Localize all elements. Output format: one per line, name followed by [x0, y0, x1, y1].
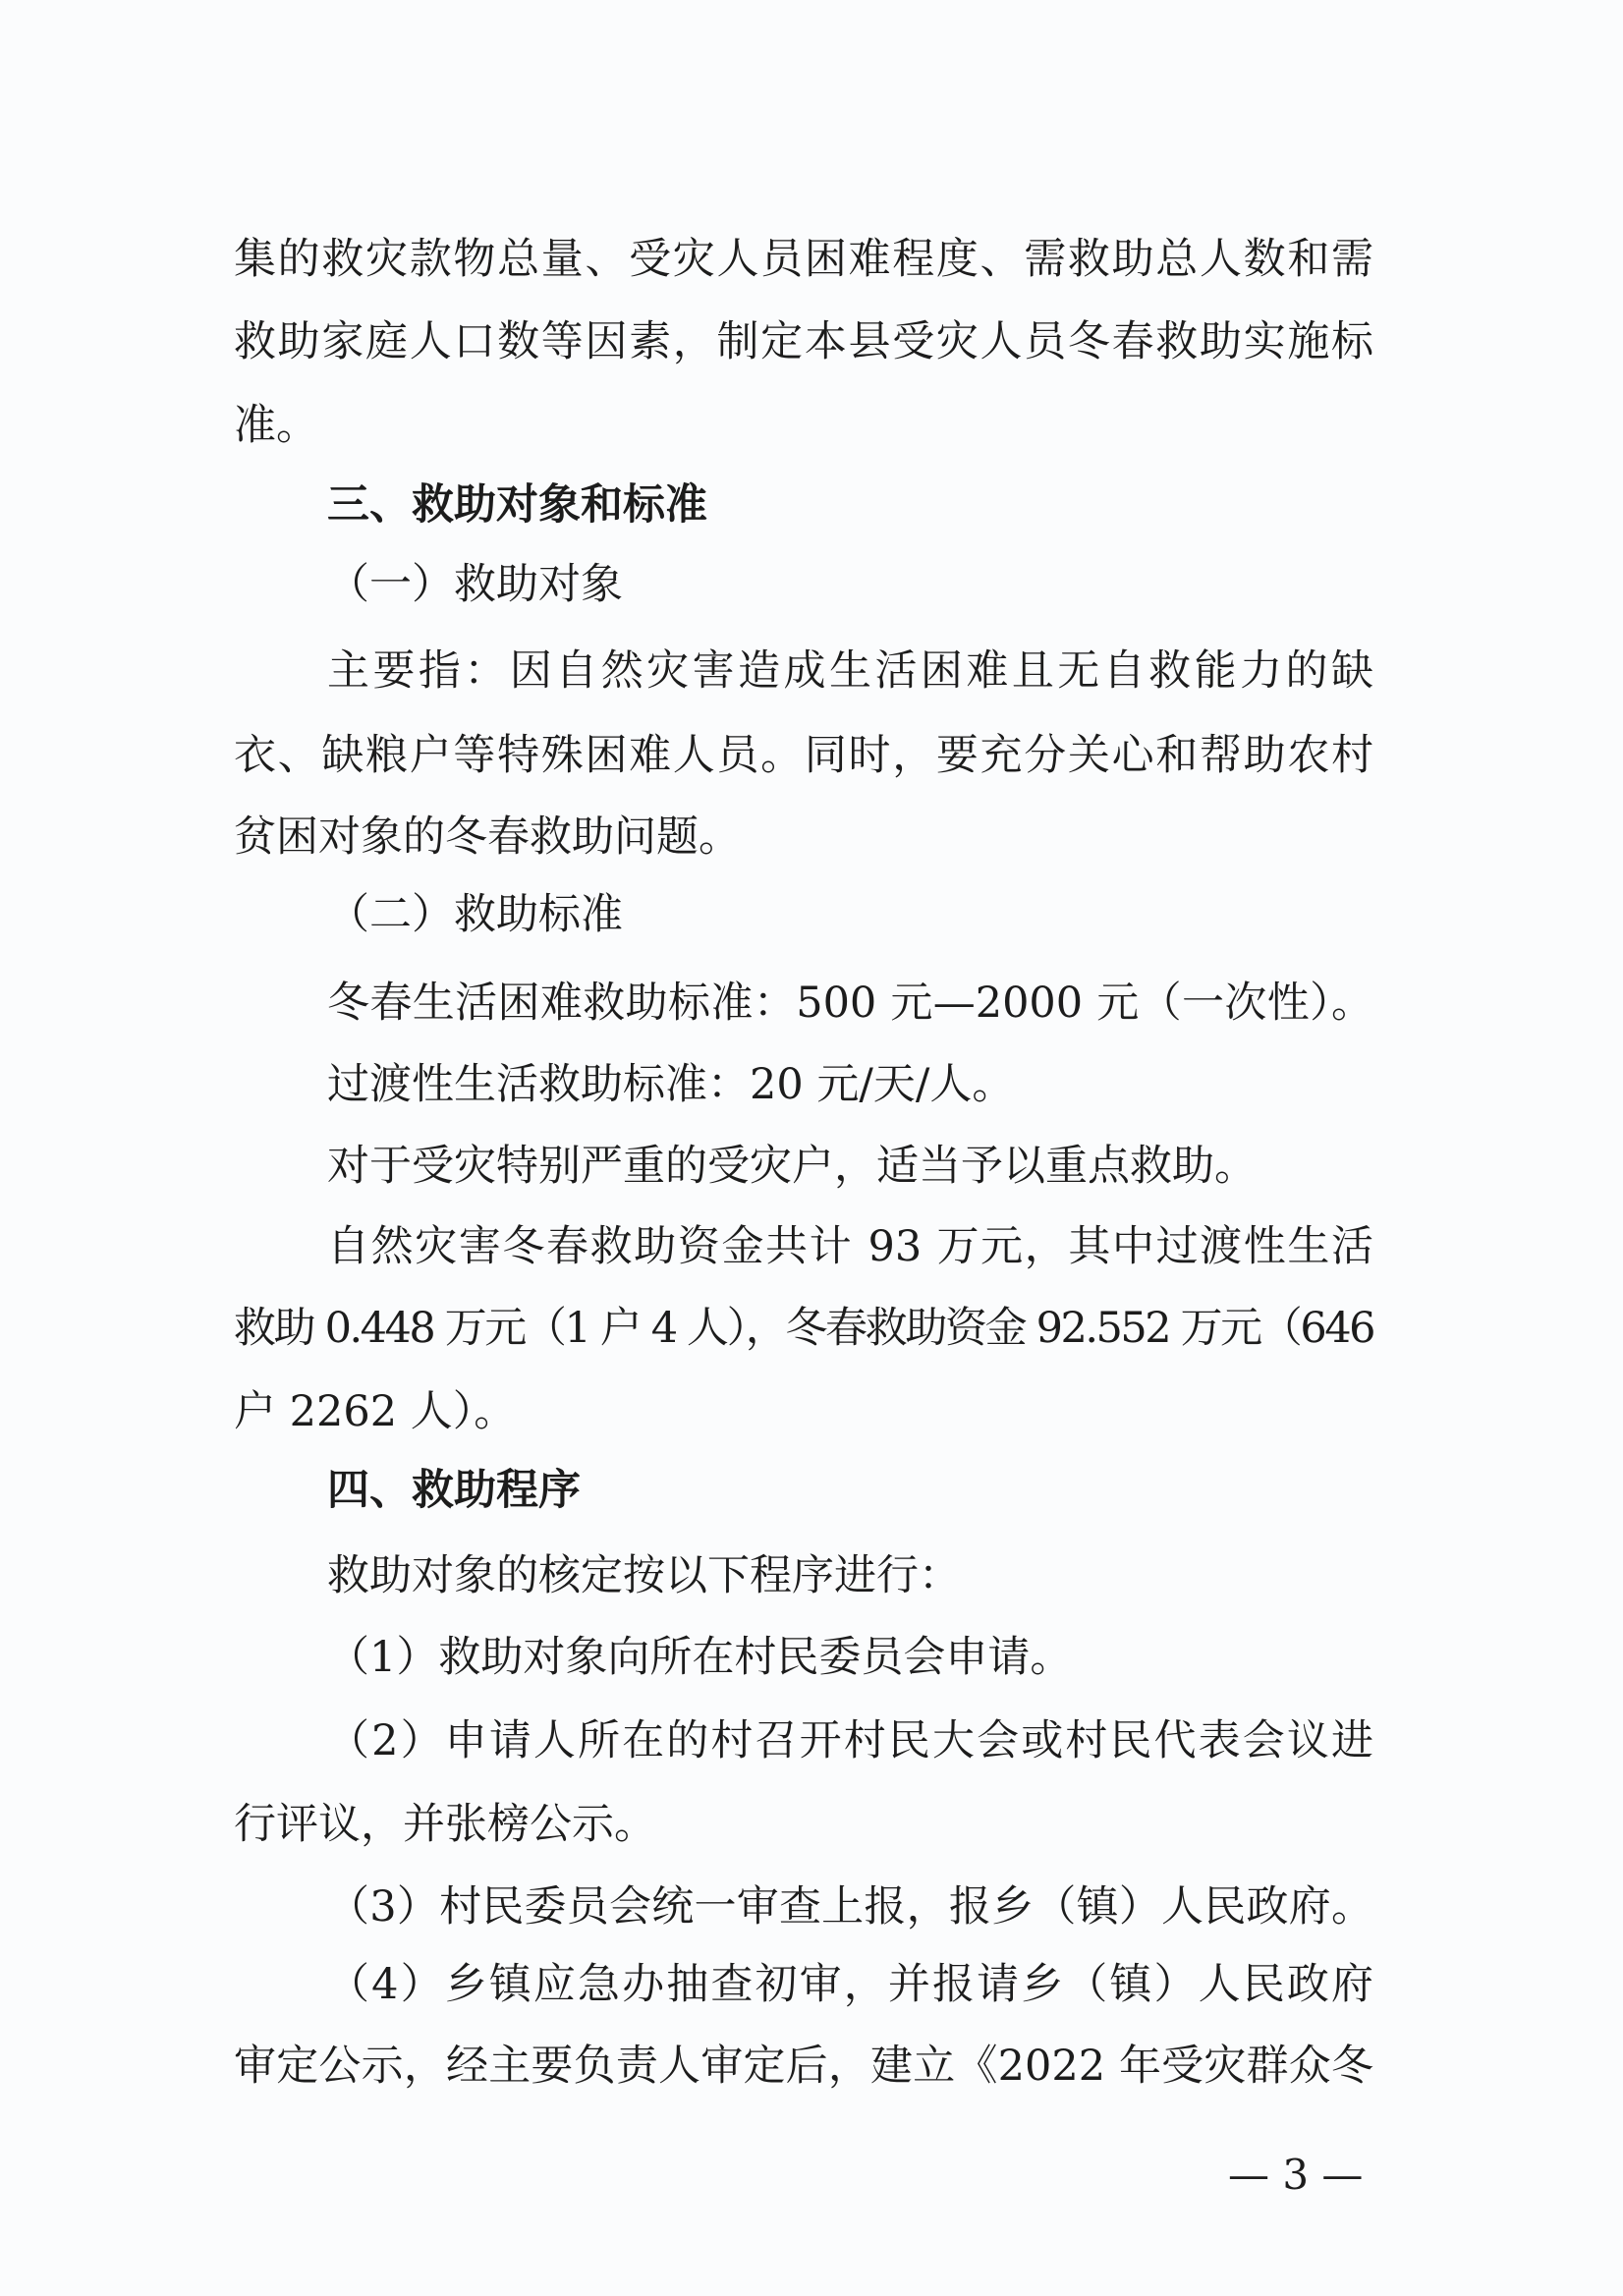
body-text-line: 行评议，并张榜公示。 — [234, 1800, 656, 1849]
section-heading-3: 三、救助对象和标准 — [327, 480, 707, 530]
body-text-line: 救助 0.448 万元（1 户 4 人），冬春救助资金 92.552 万元（646 — [234, 1304, 1373, 1353]
body-text-line: 衣、缺粮户等特殊困难人员。同时，要充分关心和帮助农村 — [234, 731, 1373, 780]
subheading-2: （二）救助标准 — [327, 890, 623, 939]
body-text-line: 贫困对象的冬春救助问题。 — [234, 812, 741, 862]
body-text-line: 过渡性生活救助标准：20 元/天/人。 — [327, 1060, 1015, 1109]
body-text-line: （4）乡镇应急办抽查初审，并报请乡（镇）人民政府 — [327, 1960, 1373, 2009]
body-text-line: （1）救助对象向所在村民委员会申请。 — [327, 1633, 1073, 1682]
body-text-line: 户 2262 人）。 — [234, 1387, 517, 1436]
body-text-line: 救助家庭人口数等因素，制定本县受灾人员冬春救助实施标 — [234, 317, 1373, 366]
body-text-line: 集的救灾款物总量、受灾人员困难程度、需救助总人数和需 — [234, 235, 1373, 284]
body-text-line: （2）申请人所在的村召开村民大会或村民代表会议进 — [327, 1716, 1373, 1765]
body-text-line: 救助对象的核定按以下程序进行： — [327, 1551, 961, 1600]
page-number: — 3 — — [1228, 2151, 1364, 2199]
body-text-line: 冬春生活困难救助标准：500 元—2000 元（一次性）。 — [327, 979, 1373, 1028]
section-heading-4: 四、救助程序 — [327, 1466, 581, 1515]
subheading-1: （一）救助对象 — [327, 560, 623, 609]
body-text-line: 自然灾害冬春救助资金共计 93 万元，其中过渡性生活 — [327, 1222, 1373, 1271]
body-text-line: 审定公示，经主要负责人审定后，建立《2022 年受灾群众冬 — [234, 2042, 1373, 2091]
body-text-line: 准。 — [234, 401, 318, 450]
body-text-line: 对于受灾特别严重的受灾户，适当予以重点救助。 — [327, 1142, 1257, 1191]
body-text-line: （3）村民委员会统一审查上报，报乡（镇）人民政府。 — [327, 1882, 1373, 1932]
body-text-line: 主要指：因自然灾害造成生活困难且无自救能力的缺 — [327, 646, 1373, 696]
